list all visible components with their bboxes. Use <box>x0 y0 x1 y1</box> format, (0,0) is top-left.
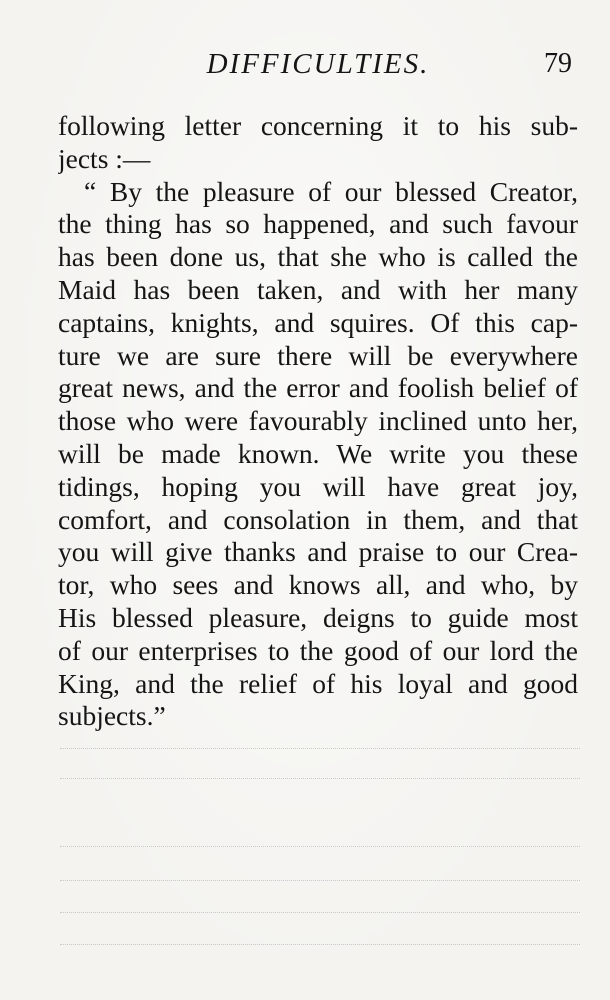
text-line: will be made known. We write you these <box>58 437 578 469</box>
text-line: you will give thanks and praise to our Crea- <box>58 536 578 568</box>
text-line: great news, and the error and foolish belief of <box>58 372 578 404</box>
text-line: Maid has been taken, and with her many <box>58 273 578 305</box>
text-line: of our enterprises to the good of our lord the <box>58 634 578 666</box>
show-through-line <box>60 944 580 945</box>
text-line: tidings, hoping you will have great joy, <box>58 470 578 502</box>
page-number: 79 <box>544 48 572 79</box>
show-through-line <box>60 912 580 913</box>
text-line: comfort, and consolation in them, and that <box>58 503 578 535</box>
text-line: those who were favourably inclined unto her, <box>58 405 578 437</box>
page-header <box>58 44 578 84</box>
text-line: jects :— <box>58 142 151 174</box>
text-line: subjects.” <box>58 700 166 732</box>
text-line: His blessed pleasure, deigns to guide most <box>58 601 578 633</box>
text-line: the thing has so happened, and such favour <box>58 208 578 240</box>
body-text <box>58 110 578 733</box>
text-line: following letter concerning it to his sub- <box>58 110 578 141</box>
text-line: “ By the pleasure of our blessed Creator, <box>84 175 578 207</box>
text-line: tor, who sees and knows all, and who, by <box>58 569 578 601</box>
show-through-line <box>60 778 580 779</box>
show-through-line <box>60 880 580 881</box>
show-through-line <box>60 748 580 749</box>
show-through-line <box>60 846 580 847</box>
text-line: King, and the relief of his loyal and good <box>58 667 578 699</box>
text-line: captains, knights, and squires. Of this cap- <box>58 306 578 338</box>
text-line: has been done us, that she who is called the <box>58 241 578 273</box>
text-line: ture we are sure there will be everywhere <box>58 339 578 371</box>
running-title: DIFFICULTIES. <box>206 48 430 80</box>
